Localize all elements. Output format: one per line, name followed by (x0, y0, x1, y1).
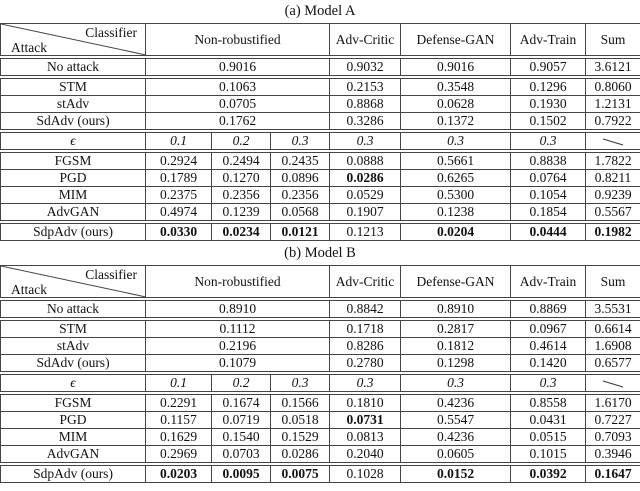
value-cell: 0.0392 (511, 466, 586, 483)
value-cell: 0.0234 (212, 224, 271, 241)
epsilon-value: 0.1 (146, 133, 212, 150)
value-cell: 0.1540 (212, 429, 271, 446)
value-cell: 1.2131 (586, 96, 640, 113)
value-cell: 3.6121 (586, 59, 640, 76)
epsilon-value: 0.1 (146, 375, 212, 392)
value-cell: 0.0813 (330, 429, 401, 446)
diagonal-header-cell (1, 266, 146, 298)
epsilon-row (1, 375, 640, 392)
value-cell: 0.2356 (212, 187, 271, 204)
value-cell: 0.1674 (212, 395, 271, 412)
value-cell: 0.0719 (212, 412, 271, 429)
value-cell: 0.9057 (511, 59, 586, 76)
epsilon-value: 0.3 (401, 375, 511, 392)
value-cell: 0.1015 (511, 446, 586, 463)
value-cell: 0.5547 (401, 412, 511, 429)
attack-label: Attack (11, 282, 47, 297)
value-cell: 0.1054 (511, 187, 586, 204)
row-label: AdvGAN (1, 204, 146, 221)
not-applicable-cell (586, 133, 640, 150)
value-cell: 0.2356 (271, 187, 330, 204)
row-label: MIM (1, 429, 146, 446)
value-cell: 0.2040 (330, 446, 401, 463)
value-cell: 0.1270 (212, 170, 271, 187)
value-cell: 0.3286 (330, 113, 401, 130)
row-label: stAdv (1, 96, 146, 113)
norm-attack-row (1, 446, 640, 463)
value-cell: 0.4974 (146, 204, 212, 221)
row-label: No attack (1, 301, 146, 318)
row-label: SdpAdv (ours) (1, 466, 146, 483)
value-cell: 0.8211 (586, 170, 640, 187)
value-cell: 0.0896 (271, 170, 330, 187)
value-cell: 0.0286 (330, 170, 401, 187)
value-cell: 0.0203 (146, 466, 212, 483)
value-cell: 0.1812 (401, 338, 511, 355)
value-cell: 0.1810 (330, 395, 401, 412)
ours-row (1, 224, 640, 241)
value-cell: 0.0764 (511, 170, 586, 187)
value-cell: 0.5300 (401, 187, 511, 204)
epsilon-value: 0.3 (271, 133, 330, 150)
semantic-attack-row (1, 79, 640, 96)
row-label: MIM (1, 187, 146, 204)
value-cell: 0.2494 (212, 153, 271, 170)
value-cell: 0.1372 (401, 113, 511, 130)
value-cell: 0.2924 (146, 153, 212, 170)
epsilon-value: 0.2 (212, 375, 271, 392)
value-cell: 0.1930 (511, 96, 586, 113)
value-cell: 0.1296 (511, 79, 586, 96)
column-header: Sum (586, 266, 640, 298)
value-cell: 0.3548 (401, 79, 511, 96)
value-cell: 0.3946 (586, 446, 640, 463)
value-cell: 0.1063 (146, 79, 330, 96)
row-label: stAdv (1, 338, 146, 355)
value-cell: 0.8060 (586, 79, 640, 96)
value-cell: 0.9016 (401, 59, 511, 76)
value-cell: 0.1907 (330, 204, 401, 221)
value-cell: 0.1529 (271, 429, 330, 446)
value-cell: 0.1566 (271, 395, 330, 412)
column-header: Non-robustified (146, 266, 330, 298)
value-cell: 0.0568 (271, 204, 330, 221)
value-cell: 0.0529 (330, 187, 401, 204)
value-cell: 0.1238 (401, 204, 511, 221)
row-label: SdAdv (ours) (1, 355, 146, 372)
norm-attack-row (1, 412, 640, 429)
value-cell: 0.0515 (511, 429, 586, 446)
epsilon-value: 0.3 (401, 133, 511, 150)
row-label: PGD (1, 170, 146, 187)
column-header: Non-robustified (146, 24, 330, 56)
value-cell: 0.0431 (511, 412, 586, 429)
value-cell: 0.4236 (401, 395, 511, 412)
semantic-attack-row (1, 321, 640, 338)
value-cell: 0.0731 (330, 412, 401, 429)
results-table (0, 23, 640, 241)
value-cell: 0.1239 (212, 204, 271, 221)
value-cell: 0.6577 (586, 355, 640, 372)
value-cell: 1.6908 (586, 338, 640, 355)
value-cell: 0.2780 (330, 355, 401, 372)
value-cell: 0.9239 (586, 187, 640, 204)
table-caption: (b) Model B (284, 245, 356, 261)
epsilon-value: 0.3 (511, 133, 586, 150)
value-cell: 0.0444 (511, 224, 586, 241)
value-cell: 0.8910 (146, 301, 330, 318)
value-cell: 0.2969 (146, 446, 212, 463)
semantic-attack-row (1, 338, 640, 355)
value-cell: 0.1213 (330, 224, 401, 241)
column-header: Adv-Critic (330, 266, 401, 298)
row-label: STM (1, 79, 146, 96)
value-cell: 0.6614 (586, 321, 640, 338)
value-cell: 0.0121 (271, 224, 330, 241)
norm-attack-row (1, 429, 640, 446)
norm-attack-row (1, 153, 640, 170)
value-cell: 0.0204 (401, 224, 511, 241)
epsilon-label: ϵ (1, 133, 146, 150)
row-label: No attack (1, 59, 146, 76)
value-cell: 0.4614 (511, 338, 586, 355)
norm-attack-row (1, 395, 640, 412)
value-cell: 0.1420 (511, 355, 586, 372)
value-cell: 0.5661 (401, 153, 511, 170)
value-cell: 0.1298 (401, 355, 511, 372)
value-cell: 0.8868 (330, 96, 401, 113)
value-cell: 0.0628 (401, 96, 511, 113)
value-cell: 0.4236 (401, 429, 511, 446)
epsilon-value: 0.2 (212, 133, 271, 150)
value-cell: 0.1028 (330, 466, 401, 483)
value-cell: 0.1629 (146, 429, 212, 446)
value-cell: 1.6170 (586, 395, 640, 412)
header-row (1, 24, 640, 56)
value-cell: 0.0286 (271, 446, 330, 463)
norm-attack-row (1, 187, 640, 204)
value-cell: 0.5567 (586, 204, 640, 221)
value-cell: 0.1079 (146, 355, 330, 372)
epsilon-label: ϵ (1, 375, 146, 392)
value-cell: 0.0703 (212, 446, 271, 463)
value-cell: 0.2196 (146, 338, 330, 355)
value-cell: 0.2291 (146, 395, 212, 412)
ours-row (1, 466, 640, 483)
value-cell: 0.1789 (146, 170, 212, 187)
semantic-attack-row (1, 96, 640, 113)
value-cell: 0.9032 (330, 59, 401, 76)
row-label: SdAdv (ours) (1, 113, 146, 130)
value-cell: 0.8558 (511, 395, 586, 412)
value-cell: 0.0967 (511, 321, 586, 338)
row-label: SdpAdv (ours) (1, 224, 146, 241)
value-cell: 0.7093 (586, 429, 640, 446)
row-label: PGD (1, 412, 146, 429)
value-cell: 0.2435 (271, 153, 330, 170)
value-cell: 0.1982 (586, 224, 640, 241)
value-cell: 0.8838 (511, 153, 586, 170)
diagonal-dash-icon (601, 379, 625, 389)
value-cell: 0.9016 (146, 59, 330, 76)
value-cell: 1.7822 (586, 153, 640, 170)
value-cell: 0.2817 (401, 321, 511, 338)
column-header: Adv-Critic (330, 24, 401, 56)
classifier-label: Classifier (85, 25, 137, 40)
value-cell: 0.6265 (401, 170, 511, 187)
value-cell: 0.0330 (146, 224, 212, 241)
epsilon-value: 0.3 (271, 375, 330, 392)
not-applicable-cell (586, 375, 640, 392)
value-cell: 0.1762 (146, 113, 330, 130)
row-label: STM (1, 321, 146, 338)
column-header: Sum (586, 24, 640, 56)
no-attack-row (1, 59, 640, 76)
value-cell: 0.7922 (586, 113, 640, 130)
diagonal-dash-icon (601, 137, 625, 147)
value-cell: 0.8842 (330, 301, 401, 318)
epsilon-value: 0.3 (330, 133, 401, 150)
value-cell: 0.0888 (330, 153, 401, 170)
attack-label: Attack (11, 40, 47, 55)
classifier-label: Classifier (85, 267, 137, 282)
semantic-attack-row (1, 355, 640, 372)
column-header: Defense-GAN (401, 24, 511, 56)
value-cell: 0.0605 (401, 446, 511, 463)
row-label: AdvGAN (1, 446, 146, 463)
value-cell: 0.2153 (330, 79, 401, 96)
epsilon-value: 0.3 (330, 375, 401, 392)
value-cell: 0.1157 (146, 412, 212, 429)
no-attack-row (1, 301, 640, 318)
value-cell: 0.1112 (146, 321, 330, 338)
semantic-attack-row (1, 113, 640, 130)
value-cell: 0.0518 (271, 412, 330, 429)
value-cell: 0.0095 (212, 466, 271, 483)
value-cell: 0.8869 (511, 301, 586, 318)
epsilon-value: 0.3 (511, 375, 586, 392)
value-cell: 0.0152 (401, 466, 511, 483)
diagonal-header-cell (1, 24, 146, 56)
value-cell: 0.0705 (146, 96, 330, 113)
column-header: Defense-GAN (401, 266, 511, 298)
value-cell: 3.5531 (586, 301, 640, 318)
value-cell: 0.1718 (330, 321, 401, 338)
value-cell: 0.8910 (401, 301, 511, 318)
row-label: FGSM (1, 395, 146, 412)
value-cell: 0.1502 (511, 113, 586, 130)
norm-attack-row (1, 204, 640, 221)
table-caption: (a) Model A (284, 3, 356, 19)
value-cell: 0.1647 (586, 466, 640, 483)
header-row (1, 266, 640, 298)
norm-attack-row (1, 170, 640, 187)
value-cell: 0.1854 (511, 204, 586, 221)
row-label: FGSM (1, 153, 146, 170)
value-cell: 0.8286 (330, 338, 401, 355)
value-cell: 0.7227 (586, 412, 640, 429)
results-table (0, 265, 640, 483)
column-header: Adv-Train (511, 266, 586, 298)
column-header: Adv-Train (511, 24, 586, 56)
value-cell: 0.2375 (146, 187, 212, 204)
epsilon-row (1, 133, 640, 150)
value-cell: 0.0075 (271, 466, 330, 483)
